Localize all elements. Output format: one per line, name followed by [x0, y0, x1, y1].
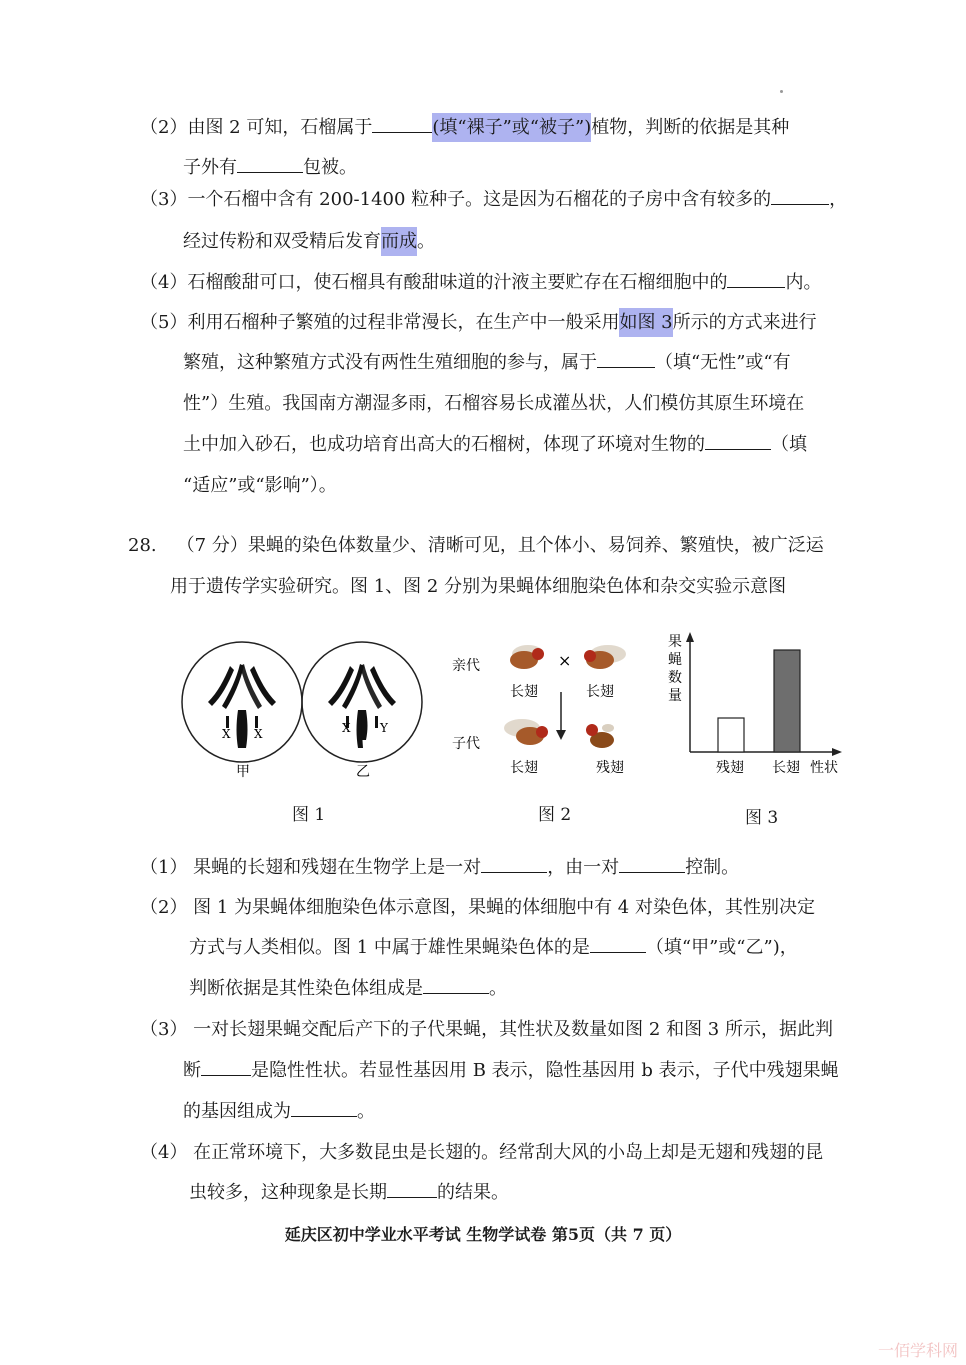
answer-blank[interactable]: [372, 116, 432, 133]
fig2-arrowhead-icon: [556, 730, 566, 740]
bar-long: [774, 650, 800, 752]
fig2-label-long3: 长翅: [510, 760, 538, 776]
scan-dot: [780, 90, 783, 93]
q27-part2-line2: 子外有 包被。: [183, 157, 357, 178]
q27-part2-line1: （2）由图 2 可知，石榴属于 (填“裸子”或“被子”)植物，判断的依据是其种: [140, 116, 789, 140]
highlight: 如图 3: [619, 308, 672, 337]
y-label-char: 量: [668, 688, 682, 704]
question-number: 28.: [128, 535, 157, 556]
figure-2-caption: 图 2: [538, 805, 572, 825]
q27-part5-line1: （5）利用石榴种子繁殖的过程非常漫长，在生产中一般采用如图 3所示的方式来进行: [140, 311, 817, 335]
answer-blank[interactable]: [387, 1181, 437, 1198]
figure-3-caption: 图 3: [745, 808, 779, 828]
q27-part3-line2: 经过传粉和双受精后发育而成。: [183, 230, 435, 254]
q27-part5-line3: 性”）生殖。我国南方潮湿多雨，石榴容易长成灌丛状，人们模仿其原生环境在: [183, 393, 805, 414]
fly-child-vestigial-icon: [586, 724, 614, 748]
q28-sub3-line2: 断 是隐性性状。若显性基因用 B 表示，隐性基因用 b 表示，子代中残翅果蝇: [183, 1060, 839, 1081]
figure-1-caption: 图 1: [292, 805, 326, 825]
q27-part3-line1: （3）一个石榴中含有 200-1400 粒种子。这是因为石榴花的子房中含有较多的 ，: [140, 189, 848, 210]
answer-blank[interactable]: [481, 856, 547, 873]
answer-blank[interactable]: [590, 936, 646, 953]
watermark: 一佰学科网: [877, 1341, 958, 1360]
highlight: (填“裸子”或“被子”): [432, 113, 591, 142]
y-label-char: 果: [668, 634, 682, 650]
highlight: 而成: [381, 227, 417, 256]
q28-sub2-line2: 方式与人类相似。图 1 中属于雄性果蝇染色体的是 （填“甲”或“乙”)，: [189, 937, 798, 958]
q28-sub3-line3: 的基因组成为 。: [183, 1101, 375, 1122]
figure-2-cross: [448, 632, 638, 782]
q28-sub2-line1: （2） 图 1 为果蝇体细胞染色体示意图，果蝇的体细胞中有 4 对染色体，其性别决定: [140, 897, 815, 918]
answer-blank[interactable]: [619, 856, 685, 873]
figure-3-bar-chart: [660, 628, 850, 778]
q28-sub4-line1: （4） 在正常环境下，大多数昆虫是长翅的。经常刮大风的小岛上却是无翅和残翅的昆: [140, 1142, 824, 1163]
fig2-label-parent: 亲代: [452, 658, 480, 674]
q28-sub1: （1） 果蝇的长翅和残翅在生物学上是一对 ，由一对 控制。: [140, 857, 740, 878]
x-axis-label: 性状: [810, 760, 838, 776]
fig2-label-child: 子代: [452, 736, 480, 752]
q28-intro-line1: 28. （7 分）果蝇的染色体数量少、清晰可见，且个体小、易饲养、繁殖快，被广泛运: [128, 535, 824, 556]
answer-blank[interactable]: [727, 271, 785, 288]
x-axis-arrow-icon: [832, 748, 842, 756]
fig1-label-x3: X: [342, 721, 351, 735]
answer-blank[interactable]: [291, 1100, 357, 1117]
q28-intro-line2: 用于遗传学实验研究。图 1、图 2 分别为果蝇体细胞染色体和杂交实验示意图: [170, 576, 787, 597]
fig2-cross-symbol: ×: [558, 651, 572, 670]
fig1-label-x1: X: [222, 727, 231, 741]
cell-jia: [182, 642, 302, 762]
y-label-char: 数: [668, 670, 682, 686]
answer-blank[interactable]: [705, 433, 771, 450]
fig1-label-x2: X: [254, 727, 263, 741]
bar-vestigial: [718, 718, 744, 752]
fig2-label-long2: 长翅: [586, 684, 614, 700]
q28-sub4-line2: 虫较多，这种现象是长期 的结果。: [189, 1182, 509, 1203]
answer-blank[interactable]: [423, 977, 489, 994]
cell-yi: [302, 642, 422, 762]
q27-part5-line4: 土中加入砂石，也成功培育出高大的石榴树，体现了环境对生物的 （填: [183, 434, 807, 455]
answer-blank[interactable]: [201, 1059, 251, 1076]
q28-sub2-line3: 判断依据是其性染色体组成是 。: [189, 978, 507, 999]
answer-blank[interactable]: [597, 351, 655, 368]
y-axis-arrow-icon: [686, 632, 694, 642]
fig2-label-vestigial: 残翅: [596, 760, 624, 776]
figure-1-chromosomes: [180, 636, 430, 786]
fly-parent-left-icon: [510, 645, 544, 669]
y-label-char: 蝇: [668, 652, 682, 668]
x-tick-label: 长翅: [772, 760, 800, 776]
x-tick-label: 残翅: [716, 760, 744, 776]
fig1-label-yi: 乙: [356, 764, 370, 780]
fly-child-long-icon: [504, 719, 548, 745]
answer-blank[interactable]: [771, 188, 829, 205]
page-footer: 延庆区初中学业水平考试 生物学试卷 第5页（共 7 页）: [284, 1225, 682, 1244]
fig2-label-long1: 长翅: [510, 684, 538, 700]
q27-part5-line2: 繁殖，这种繁殖方式没有两性生殖细胞的参与，属于 （填“无性”或“有: [183, 352, 791, 373]
q27-part4: （4）石榴酸甜可口，使石榴具有酸甜味道的汁液主要贮存在石榴细胞中的 内。: [140, 272, 822, 293]
fly-parent-right-icon: [584, 645, 626, 669]
fig1-label-y: Y: [380, 721, 388, 735]
q27-part5-line5: “适应”或“影响”）。: [183, 475, 337, 496]
answer-blank[interactable]: [237, 156, 303, 173]
q28-sub3-line1: （3） 一对长翅果蝇交配后产下的子代果蝇，其性状及数量如图 2 和图 3 所示，据此判: [140, 1019, 833, 1040]
fig1-label-jia: 甲: [236, 764, 250, 780]
